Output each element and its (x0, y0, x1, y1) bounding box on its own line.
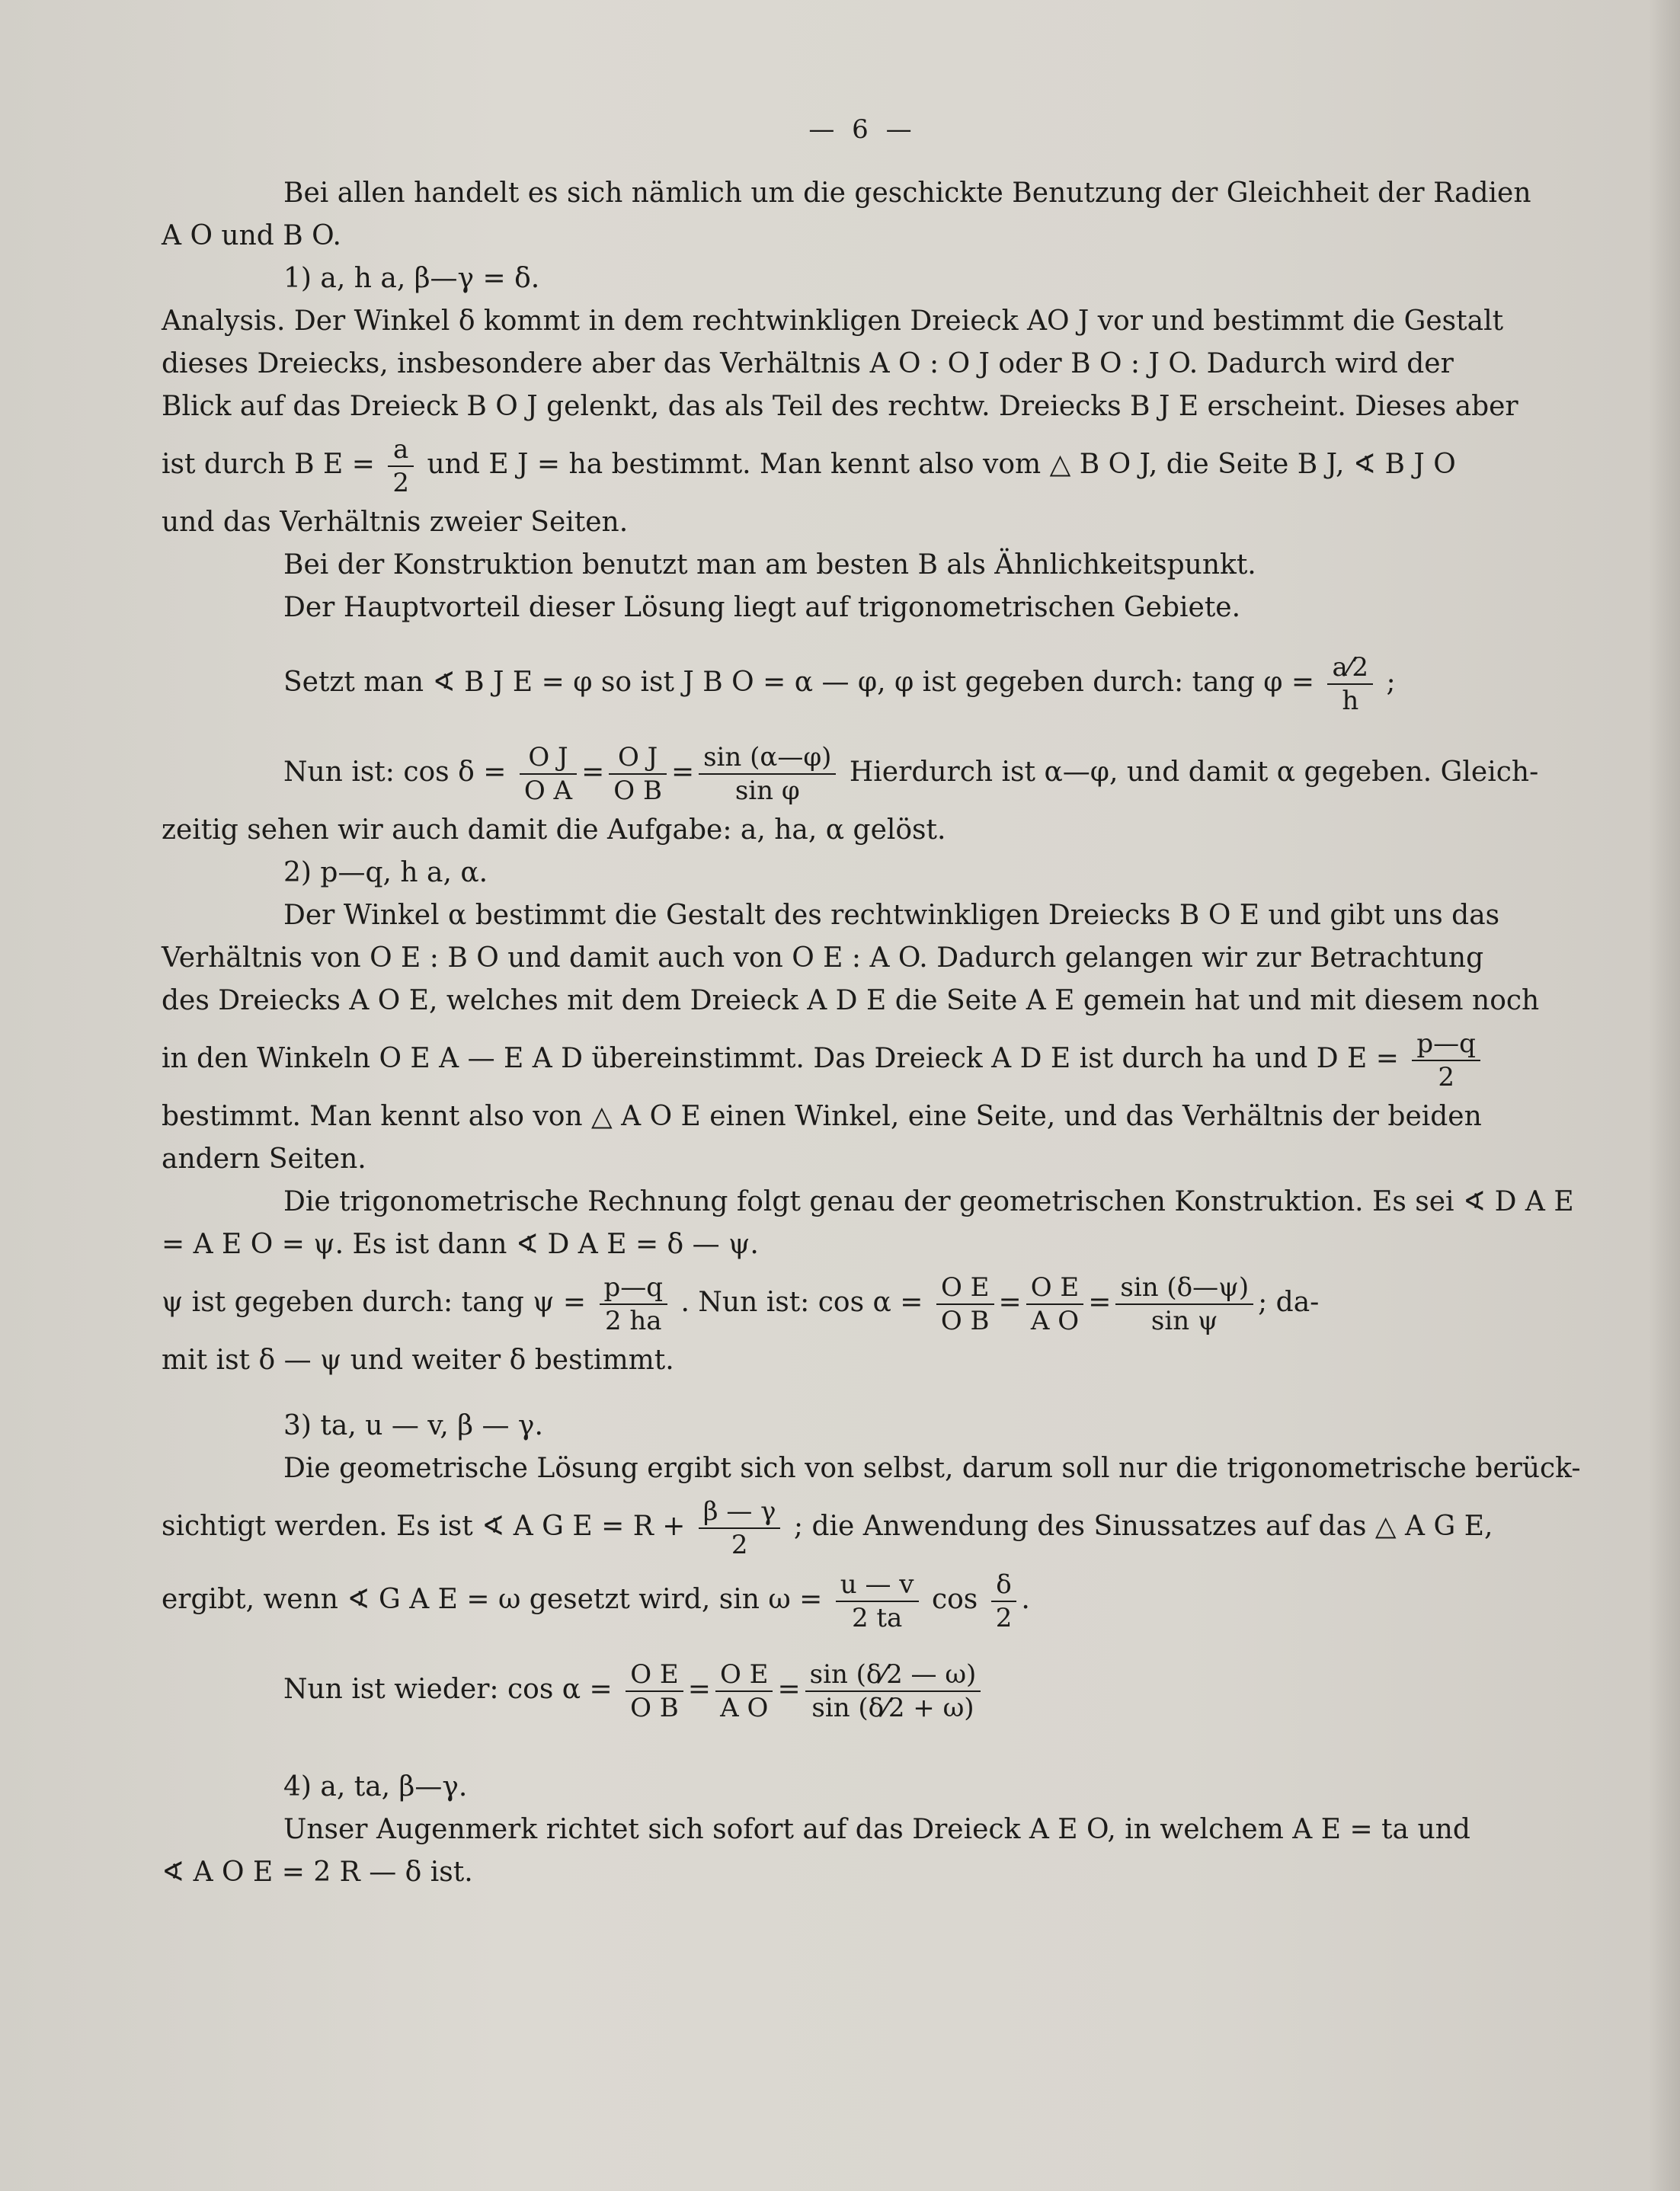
fraction-numerator: p—q (1412, 1028, 1480, 1061)
text-line: bestimmt. Man kennt also von △ A O E einen Winkel, eine Seite, und das Verhältnis der beiden (162, 1101, 1482, 1132)
text-line: 1) a, h a, β—γ = δ. (283, 263, 540, 294)
formula-line: Nun ist wieder: cos α = $\frac{\text{O E}}{\text{O B}}$ = $\frac{\text{O E}}{\text{A O}}$ = $\frac{\sin (\delta⁄2 — \omega)}{\sin (\delta⁄2 + \omega)}$ (162, 1636, 1563, 1743)
fraction-denominator: 2 (1438, 1062, 1454, 1092)
fraction-numerator: a (388, 433, 414, 467)
formula-line (162, 1490, 1563, 1563)
fraction (609, 741, 667, 807)
fraction (715, 1658, 773, 1724)
text-span: und E J = ha bestimmt. Man kennt also vom △ B O J, die Seite B J, ∢ B J O (427, 449, 1456, 480)
fraction-numerator: O E (715, 1658, 773, 1692)
text-line: Die geometrische Lösung ergibt sich von selbst, darum soll nur die trigonometrische berück- (283, 1453, 1581, 1484)
text-span: ergibt, wenn ∢ G A E = ω gesetzt wird, sin ω = (162, 1584, 823, 1615)
text-span: Setzt man ∢ B J E = φ so ist J B O = α — φ, φ ist gegeben durch: tang φ = (283, 667, 1315, 698)
fraction-denominator: O B (613, 776, 662, 806)
text-span: in den Winkeln O E A — E A D übereinstimmt. Das Dreieck A D E ist durch ha und D E = (162, 1043, 1399, 1074)
fraction (1412, 1028, 1480, 1093)
text-line: Der Hauptvorteil dieser Lösung liegt auf trigonometrischen Gebiete. (283, 592, 1241, 623)
text-line: Verhältnis von O E : B O und damit auch von O E : A O. Dadurch gelangen wir zur Betrachtung (162, 942, 1484, 974)
text-span: ist durch B E = (162, 449, 375, 480)
page-edge (1650, 0, 1680, 2191)
fraction-denominator: h (1342, 686, 1359, 716)
fraction-numerator: a⁄2 (1327, 651, 1373, 685)
text-span: ; da- (1258, 1287, 1320, 1318)
formula-line (162, 428, 1563, 501)
fraction (1115, 1271, 1253, 1337)
text-line: 4) a, ta, β—γ. (283, 1771, 468, 1802)
formula-line: ψ ist gegeben durch: tang ψ = $\frac{p—q}{2 ha}$ . Nun ist: cos α = $\frac{\text{O E}}{\text{O B}}$ = $\frac{\text{O E}}{\text{A O}}$ = $\frac{\sin (\delta—\psi)}{\text{sin ψ}}$ ; da- (162, 1272, 1320, 1336)
formula-line (162, 1022, 1563, 1096)
fraction-numerator: O J (609, 741, 667, 775)
equals-sign: = (670, 756, 695, 788)
fraction (836, 1569, 919, 1634)
fraction-denominator: 2 ha (604, 1306, 662, 1336)
text-span: ; (1386, 667, 1396, 698)
fraction-numerator: sin (α—φ) (699, 741, 836, 775)
text-span: Nun ist: cos δ = (283, 756, 507, 788)
fraction (991, 1569, 1017, 1634)
text-line: Unser Augenmerk richtet sich sofort auf das Dreieck A E O, in welchem A E = ta und (283, 1814, 1470, 1845)
text-span: . (1021, 1584, 1030, 1615)
fraction-denominator: 2 (995, 1603, 1013, 1633)
text-line: 3) ta, u — v, β — γ. (283, 1410, 543, 1441)
equals-sign: = (581, 756, 605, 788)
text-line: Blick auf das Dreieck B O J gelenkt, das als Teil des rechtw. Dreiecks B J E erscheint. Dieses aber (162, 391, 1518, 422)
text-line: und das Verhältnis zweier Seiten. (162, 507, 629, 538)
fraction-denominator: sin φ (734, 776, 800, 806)
fraction-denominator: 2 (392, 468, 410, 498)
fraction-denominator: sin ψ (1150, 1306, 1218, 1336)
text-line: Bei der Konstruktion benutzt man am besten B als Ähnlichkeitspunkt. (283, 549, 1256, 581)
text-line: Analysis. Der Winkel δ kommt in dem rechtwinkligen Dreieck AO J vor und bestimmt die Gestalt (162, 305, 1504, 337)
fraction-numerator: u — v (836, 1569, 919, 1602)
fraction (1026, 1271, 1084, 1337)
text-span: cos (931, 1584, 978, 1615)
text-line: dieses Dreiecks, insbesondere aber das Verhältnis A O : O J oder B O : J O. Dadurch wird der (162, 348, 1454, 379)
fraction (626, 1658, 683, 1724)
text-line: = A E O = ψ. Es ist dann ∢ D A E = δ — ψ. (162, 1229, 759, 1260)
fraction-numerator: sin (δ—ψ) (1115, 1271, 1253, 1305)
fraction-denominator: 2 (731, 1530, 748, 1560)
fraction (805, 1658, 981, 1724)
text-span: ψ ist gegeben durch: tang ψ = (162, 1287, 587, 1318)
fraction-denominator: O A (523, 776, 573, 806)
text-span: sichtigt werden. Es ist ∢ A G E = R + (162, 1511, 686, 1542)
fraction-numerator: O J (520, 741, 577, 775)
fraction (600, 1271, 668, 1337)
fraction (936, 1271, 994, 1337)
text-line: des Dreiecks A O E, welches mit dem Dreieck A D E die Seite A E gemein hat und mit diesem noch (162, 985, 1540, 1016)
text-line: Bei allen handelt es sich nämlich um die geschickte Benutzung der Gleichheit der Radien (283, 178, 1531, 209)
formula-line (162, 736, 1563, 809)
formula-line (162, 629, 1563, 736)
text-line: ∢ A O E = 2 R — δ ist. (162, 1857, 473, 1888)
fraction-numerator: O E (1026, 1271, 1084, 1305)
fraction-numerator: sin (δ⁄2 — ω) (805, 1658, 981, 1692)
fraction-numerator: δ (991, 1569, 1017, 1602)
text-line: mit ist δ — ψ und weiter δ bestimmt. (162, 1345, 674, 1376)
fraction-denominator: A O (1030, 1306, 1080, 1336)
fraction-denominator: O B (630, 1693, 679, 1723)
text-line: 2) p—q, h a, α. (283, 857, 488, 888)
fraction (520, 741, 577, 807)
fraction (699, 1495, 781, 1561)
text-span: ; die Anwendung des Sinussatzes auf das △ A G E, (793, 1511, 1493, 1542)
fraction-denominator: 2 ta (851, 1603, 903, 1633)
fraction-denominator: O B (940, 1306, 990, 1336)
page-content (162, 114, 1581, 1894)
fraction-numerator: O E (626, 1658, 683, 1692)
fraction-numerator: p—q (600, 1271, 668, 1305)
text-line: Die trigonometrische Rechnung folgt genau der geometrischen Konstruktion. Es sei ∢ D A E (283, 1186, 1574, 1217)
fraction (699, 741, 836, 807)
text-span: Nun ist wieder: cos α = (283, 1674, 613, 1705)
text-span: Hierdurch ist α—φ, und damit α gegeben. Gleich- (849, 756, 1539, 788)
fraction (388, 433, 414, 499)
text-line: andern Seiten. (162, 1143, 366, 1175)
fraction-numerator: O E (936, 1271, 994, 1305)
fraction-denominator: sin (δ⁄2 + ω) (811, 1693, 974, 1723)
text-line: A O und B O. (162, 220, 342, 251)
page-number: — 6 — (808, 114, 917, 145)
fraction-numerator: β — γ (699, 1495, 781, 1529)
text-span: . Nun ist: cos α = (680, 1287, 923, 1318)
fraction-denominator: A O (720, 1693, 769, 1723)
text-line: zeitig sehen wir auch damit die Aufgabe: a, ha, α gelöst. (162, 814, 946, 846)
text-line: Der Winkel α bestimmt die Gestalt des rechtwinkligen Dreiecks B O E und gibt uns das (283, 900, 1500, 931)
formula-line (162, 1563, 1563, 1636)
fraction (1327, 651, 1373, 717)
